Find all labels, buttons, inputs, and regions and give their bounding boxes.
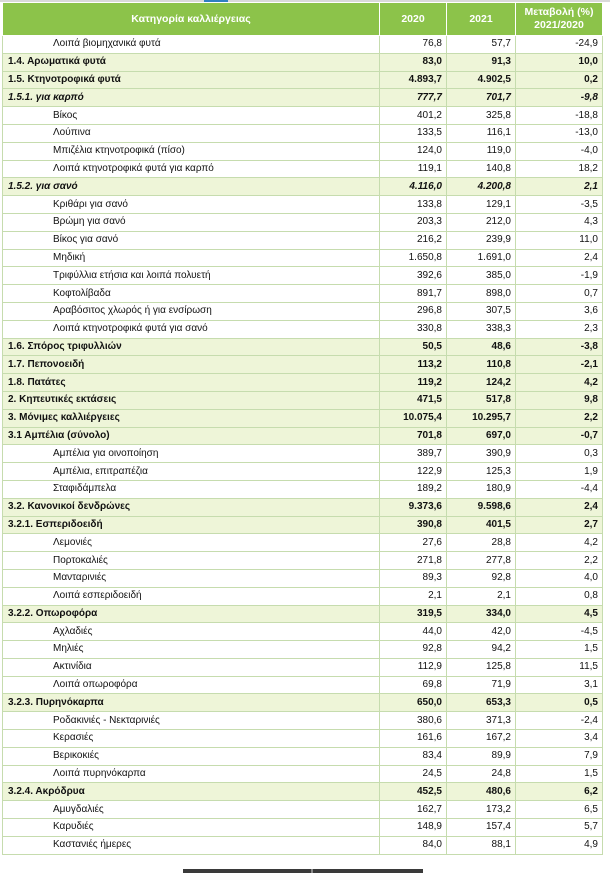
cell-change-percent: 18,2	[516, 160, 603, 178]
cell-category: Σταφιδάμπελα	[3, 480, 380, 498]
cell-change-percent: -9,8	[516, 89, 603, 107]
cell-change-percent: 4,3	[516, 213, 603, 231]
cell-change-percent: -3,5	[516, 196, 603, 214]
table-row	[3, 320, 603, 338]
table-row	[3, 391, 603, 409]
table-row	[3, 36, 603, 54]
cell-value-2020: 148,9	[380, 819, 447, 837]
cell-value-2020: 330,8	[380, 320, 447, 338]
cell-change-percent: 5,7	[516, 819, 603, 837]
table-row	[3, 231, 603, 249]
cell-value-2020: 84,0	[380, 836, 447, 854]
cell-value-2020: 650,0	[380, 694, 447, 712]
cell-value-2021: 57,7	[447, 36, 516, 54]
cell-change-percent: 4,5	[516, 605, 603, 623]
cell-change-percent: 1,5	[516, 641, 603, 659]
cell-value-2021: 4.902,5	[447, 71, 516, 89]
cell-value-2021: 401,5	[447, 516, 516, 534]
cell-category: 1.8. Πατάτες	[3, 374, 380, 392]
cell-category: 1.5.2. για σανό	[3, 178, 380, 196]
cell-change-percent: 6,2	[516, 783, 603, 801]
cell-value-2021: 9.598,6	[447, 498, 516, 516]
table-row	[3, 302, 603, 320]
cell-value-2021: 125,3	[447, 463, 516, 481]
cell-value-2021: 371,3	[447, 712, 516, 730]
table-row	[3, 641, 603, 659]
cell-category: 2. Κηπευτικές εκτάσεις	[3, 391, 380, 409]
cell-value-2020: 44,0	[380, 623, 447, 641]
cell-value-2021: 140,8	[447, 160, 516, 178]
table-row	[3, 213, 603, 231]
header-change-years: 2021/2020	[534, 19, 584, 31]
cell-value-2020: 891,7	[380, 285, 447, 303]
cell-value-2021: 88,1	[447, 836, 516, 854]
table-row	[3, 587, 603, 605]
table-row	[3, 605, 603, 623]
cell-value-2020: 10.075,4	[380, 409, 447, 427]
cell-change-percent: -0,7	[516, 427, 603, 445]
table-row	[3, 765, 603, 783]
cell-change-percent: 4,2	[516, 374, 603, 392]
table-row	[3, 142, 603, 160]
cell-category: Ακτινίδια	[3, 658, 380, 676]
table-row	[3, 374, 603, 392]
cell-change-percent: 0,2	[516, 71, 603, 89]
cell-category: Λεμονιές	[3, 534, 380, 552]
cell-value-2021: 110,8	[447, 356, 516, 374]
cell-value-2021: 125,8	[447, 658, 516, 676]
cell-value-2021: 1.691,0	[447, 249, 516, 267]
cell-category: 1.5. Κτηνοτροφικά φυτά	[3, 71, 380, 89]
table-row	[3, 285, 603, 303]
cell-value-2020: 162,7	[380, 801, 447, 819]
cell-value-2020: 119,1	[380, 160, 447, 178]
cell-change-percent: -4,0	[516, 142, 603, 160]
cell-value-2020: 471,5	[380, 391, 447, 409]
cell-category: Ροδακινιές - Νεκταρινιές	[3, 712, 380, 730]
table-row	[3, 427, 603, 445]
cell-value-2020: 216,2	[380, 231, 447, 249]
cell-change-percent: 2,4	[516, 498, 603, 516]
cell-category: Τριφύλλια ετήσια και λοιπά πολυετή	[3, 267, 380, 285]
cell-value-2021: 119,0	[447, 142, 516, 160]
cell-category: Βερικοκιές	[3, 747, 380, 765]
table-row	[3, 623, 603, 641]
cell-change-percent: 2,1	[516, 178, 603, 196]
cell-category: Μανταρινιές	[3, 569, 380, 587]
cell-change-percent: -24,9	[516, 36, 603, 54]
table-body	[3, 36, 603, 855]
cell-value-2020: 380,6	[380, 712, 447, 730]
cell-category: Καστανιές ήμερες	[3, 836, 380, 854]
header-category: Κατηγορία καλλιέργειας	[3, 3, 380, 36]
cell-value-2021: 653,3	[447, 694, 516, 712]
cell-change-percent: -2,4	[516, 712, 603, 730]
cell-value-2020: 701,8	[380, 427, 447, 445]
cell-category: Μπιζέλια κτηνοτροφικά (πίσο)	[3, 142, 380, 160]
cell-value-2021: 94,2	[447, 641, 516, 659]
cell-category: Λούπινα	[3, 124, 380, 142]
cell-value-2021: 116,1	[447, 124, 516, 142]
cell-category: Αμυγδαλιές	[3, 801, 380, 819]
cell-value-2021: 180,9	[447, 480, 516, 498]
cell-category: Βρώμη για σανό	[3, 213, 380, 231]
cell-value-2020: 189,2	[380, 480, 447, 498]
table-row	[3, 498, 603, 516]
cell-value-2020: 401,2	[380, 107, 447, 125]
cell-change-percent: 3,4	[516, 730, 603, 748]
table-row	[3, 196, 603, 214]
cell-change-percent: 2,3	[516, 320, 603, 338]
crop-area-table	[2, 2, 603, 855]
cell-value-2020: 9.373,6	[380, 498, 447, 516]
cell-change-percent: -13,0	[516, 124, 603, 142]
table-row	[3, 338, 603, 356]
cell-change-percent: 2,2	[516, 409, 603, 427]
cell-value-2020: 161,6	[380, 730, 447, 748]
cell-value-2021: 71,9	[447, 676, 516, 694]
table-row	[3, 249, 603, 267]
cell-category: Λοιπά κτηνοτροφικά φυτά για σανό	[3, 320, 380, 338]
cell-category: 3.2.4. Ακρόδρυα	[3, 783, 380, 801]
cell-value-2021: 28,8	[447, 534, 516, 552]
bottom-scrollbar[interactable]	[183, 869, 423, 873]
cell-change-percent: 0,7	[516, 285, 603, 303]
table-row	[3, 694, 603, 712]
cell-value-2020: 119,2	[380, 374, 447, 392]
cell-change-percent: 0,3	[516, 445, 603, 463]
table-row	[3, 819, 603, 837]
cell-change-percent: 1,9	[516, 463, 603, 481]
cell-value-2021: 167,2	[447, 730, 516, 748]
table-row	[3, 569, 603, 587]
table-row	[3, 783, 603, 801]
cell-category: Πορτοκαλιές	[3, 552, 380, 570]
cell-value-2020: 76,8	[380, 36, 447, 54]
cell-value-2020: 69,8	[380, 676, 447, 694]
cell-value-2021: 92,8	[447, 569, 516, 587]
cell-value-2020: 113,2	[380, 356, 447, 374]
cell-category: Λοιπά κτηνοτροφικά φυτά για καρπό	[3, 160, 380, 178]
cell-value-2020: 112,9	[380, 658, 447, 676]
cell-change-percent: -4,5	[516, 623, 603, 641]
cell-change-percent: 10,0	[516, 53, 603, 71]
cell-category: Λοιπά εσπεριδοειδή	[3, 587, 380, 605]
cell-value-2021: 325,8	[447, 107, 516, 125]
cell-category: 3.2.3. Πυρηνόκαρπα	[3, 694, 380, 712]
cell-category: Αχλαδιές	[3, 623, 380, 641]
table-row	[3, 53, 603, 71]
table-row	[3, 747, 603, 765]
cell-change-percent: 3,6	[516, 302, 603, 320]
cell-value-2020: 83,0	[380, 53, 447, 71]
table-row	[3, 267, 603, 285]
cell-value-2021: 157,4	[447, 819, 516, 837]
cell-change-percent: 4,2	[516, 534, 603, 552]
cell-value-2020: 92,8	[380, 641, 447, 659]
cell-value-2021: 697,0	[447, 427, 516, 445]
cell-category: Καρυδιές	[3, 819, 380, 837]
table-row	[3, 730, 603, 748]
table-row	[3, 836, 603, 854]
cell-change-percent: 7,9	[516, 747, 603, 765]
cell-value-2020: 271,8	[380, 552, 447, 570]
cell-category: 3.1 Αμπέλια (σύνολο)	[3, 427, 380, 445]
cell-change-percent: -4,4	[516, 480, 603, 498]
cell-change-percent: 2,4	[516, 249, 603, 267]
cell-value-2021: 390,9	[447, 445, 516, 463]
cell-value-2020: 1.650,8	[380, 249, 447, 267]
cell-value-2020: 89,3	[380, 569, 447, 587]
cell-value-2021: 480,6	[447, 783, 516, 801]
table-row	[3, 534, 603, 552]
cell-category: 1.6. Σπόρος τριφυλλιών	[3, 338, 380, 356]
header-row	[3, 3, 603, 36]
cell-category: Μηδική	[3, 249, 380, 267]
table-row	[3, 89, 603, 107]
cell-change-percent: -1,9	[516, 267, 603, 285]
table-row	[3, 676, 603, 694]
cell-value-2020: 392,6	[380, 267, 447, 285]
cell-change-percent: 11,0	[516, 231, 603, 249]
cell-value-2021: 173,2	[447, 801, 516, 819]
cell-category: Βίκος για σανό	[3, 231, 380, 249]
cell-value-2021: 48,6	[447, 338, 516, 356]
table-row	[3, 107, 603, 125]
cell-value-2020: 2,1	[380, 587, 447, 605]
cell-change-percent: 9,8	[516, 391, 603, 409]
cell-category: Λοιπά βιομηχανικά φυτά	[3, 36, 380, 54]
cell-value-2021: 701,7	[447, 89, 516, 107]
table-row	[3, 178, 603, 196]
cell-change-percent: -2,1	[516, 356, 603, 374]
cell-change-percent: 2,2	[516, 552, 603, 570]
cell-category: 3.2.2. Οπωροφόρα	[3, 605, 380, 623]
table-row	[3, 801, 603, 819]
table-row	[3, 516, 603, 534]
table-row	[3, 463, 603, 481]
cell-category: Αραβόσιτος χλωρός ή για ενσίρωση	[3, 302, 380, 320]
cell-change-percent: -18,8	[516, 107, 603, 125]
cell-change-percent: 4,9	[516, 836, 603, 854]
cell-value-2021: 124,2	[447, 374, 516, 392]
cell-category: Αμπέλια, επιτραπέζια	[3, 463, 380, 481]
cell-value-2021: 24,8	[447, 765, 516, 783]
cell-category: Κριθάρι για σανό	[3, 196, 380, 214]
cell-category: Αμπέλια για οινοποίηση	[3, 445, 380, 463]
cell-value-2021: 129,1	[447, 196, 516, 214]
cell-change-percent: 11,5	[516, 658, 603, 676]
cell-category: Μηλιές	[3, 641, 380, 659]
table-row	[3, 658, 603, 676]
cell-value-2021: 10.295,7	[447, 409, 516, 427]
cell-category: 3.2.1. Εσπεριδοειδή	[3, 516, 380, 534]
cell-change-percent: 6,5	[516, 801, 603, 819]
cell-value-2021: 42,0	[447, 623, 516, 641]
cell-value-2021: 89,9	[447, 747, 516, 765]
header-change-label: Μεταβολή (%)	[524, 6, 594, 18]
cell-value-2020: 133,8	[380, 196, 447, 214]
table-row	[3, 712, 603, 730]
cell-category: Κοφτολίβαδα	[3, 285, 380, 303]
cell-category: 1.4. Αρωματικά φυτά	[3, 53, 380, 71]
cell-category: Βίκος	[3, 107, 380, 125]
cell-value-2020: 452,5	[380, 783, 447, 801]
cell-change-percent: -3,8	[516, 338, 603, 356]
table-row	[3, 445, 603, 463]
cell-change-percent: 0,8	[516, 587, 603, 605]
cell-value-2021: 898,0	[447, 285, 516, 303]
cell-category: 1.7. Πεπονοειδή	[3, 356, 380, 374]
cell-value-2020: 4.116,0	[380, 178, 447, 196]
table-row	[3, 409, 603, 427]
table-row	[3, 124, 603, 142]
cell-change-percent: 4,0	[516, 569, 603, 587]
cell-value-2020: 124,0	[380, 142, 447, 160]
cell-value-2021: 307,5	[447, 302, 516, 320]
cell-value-2020: 203,3	[380, 213, 447, 231]
cell-change-percent: 0,5	[516, 694, 603, 712]
cell-value-2020: 4.893,7	[380, 71, 447, 89]
cell-value-2021: 212,0	[447, 213, 516, 231]
cell-value-2021: 517,8	[447, 391, 516, 409]
cell-value-2021: 239,9	[447, 231, 516, 249]
cell-value-2021: 338,3	[447, 320, 516, 338]
cell-value-2020: 389,7	[380, 445, 447, 463]
cell-value-2021: 91,3	[447, 53, 516, 71]
cell-value-2020: 133,5	[380, 124, 447, 142]
table-header	[3, 3, 603, 36]
cell-change-percent: 3,1	[516, 676, 603, 694]
cell-value-2020: 390,8	[380, 516, 447, 534]
table-row	[3, 480, 603, 498]
scrollbar-divider	[311, 869, 313, 873]
cell-category: 3. Μόνιμες καλλιέργειες	[3, 409, 380, 427]
cell-value-2021: 277,8	[447, 552, 516, 570]
header-year-2021: 2021	[447, 3, 516, 36]
cell-value-2020: 27,6	[380, 534, 447, 552]
cell-change-percent: 2,7	[516, 516, 603, 534]
cell-value-2021: 385,0	[447, 267, 516, 285]
table-row	[3, 356, 603, 374]
cell-change-percent: 1,5	[516, 765, 603, 783]
table-row	[3, 160, 603, 178]
header-change	[516, 3, 603, 36]
cell-category: Κερασιές	[3, 730, 380, 748]
cell-category: Λοιπά οπωροφόρα	[3, 676, 380, 694]
cell-value-2020: 296,8	[380, 302, 447, 320]
cell-value-2021: 334,0	[447, 605, 516, 623]
cell-value-2021: 2,1	[447, 587, 516, 605]
cell-category: 1.5.1. για καρπό	[3, 89, 380, 107]
cell-value-2020: 83,4	[380, 747, 447, 765]
cell-value-2020: 319,5	[380, 605, 447, 623]
cell-value-2021: 4.200,8	[447, 178, 516, 196]
cell-value-2020: 777,7	[380, 89, 447, 107]
cell-category: Λοιπά πυρηνόκαρπα	[3, 765, 380, 783]
header-year-2020: 2020	[380, 3, 447, 36]
cell-value-2020: 50,5	[380, 338, 447, 356]
cell-category: 3.2. Κανονικοί δενδρώνες	[3, 498, 380, 516]
cell-value-2020: 24,5	[380, 765, 447, 783]
table-row	[3, 552, 603, 570]
table-row	[3, 71, 603, 89]
cell-value-2020: 122,9	[380, 463, 447, 481]
